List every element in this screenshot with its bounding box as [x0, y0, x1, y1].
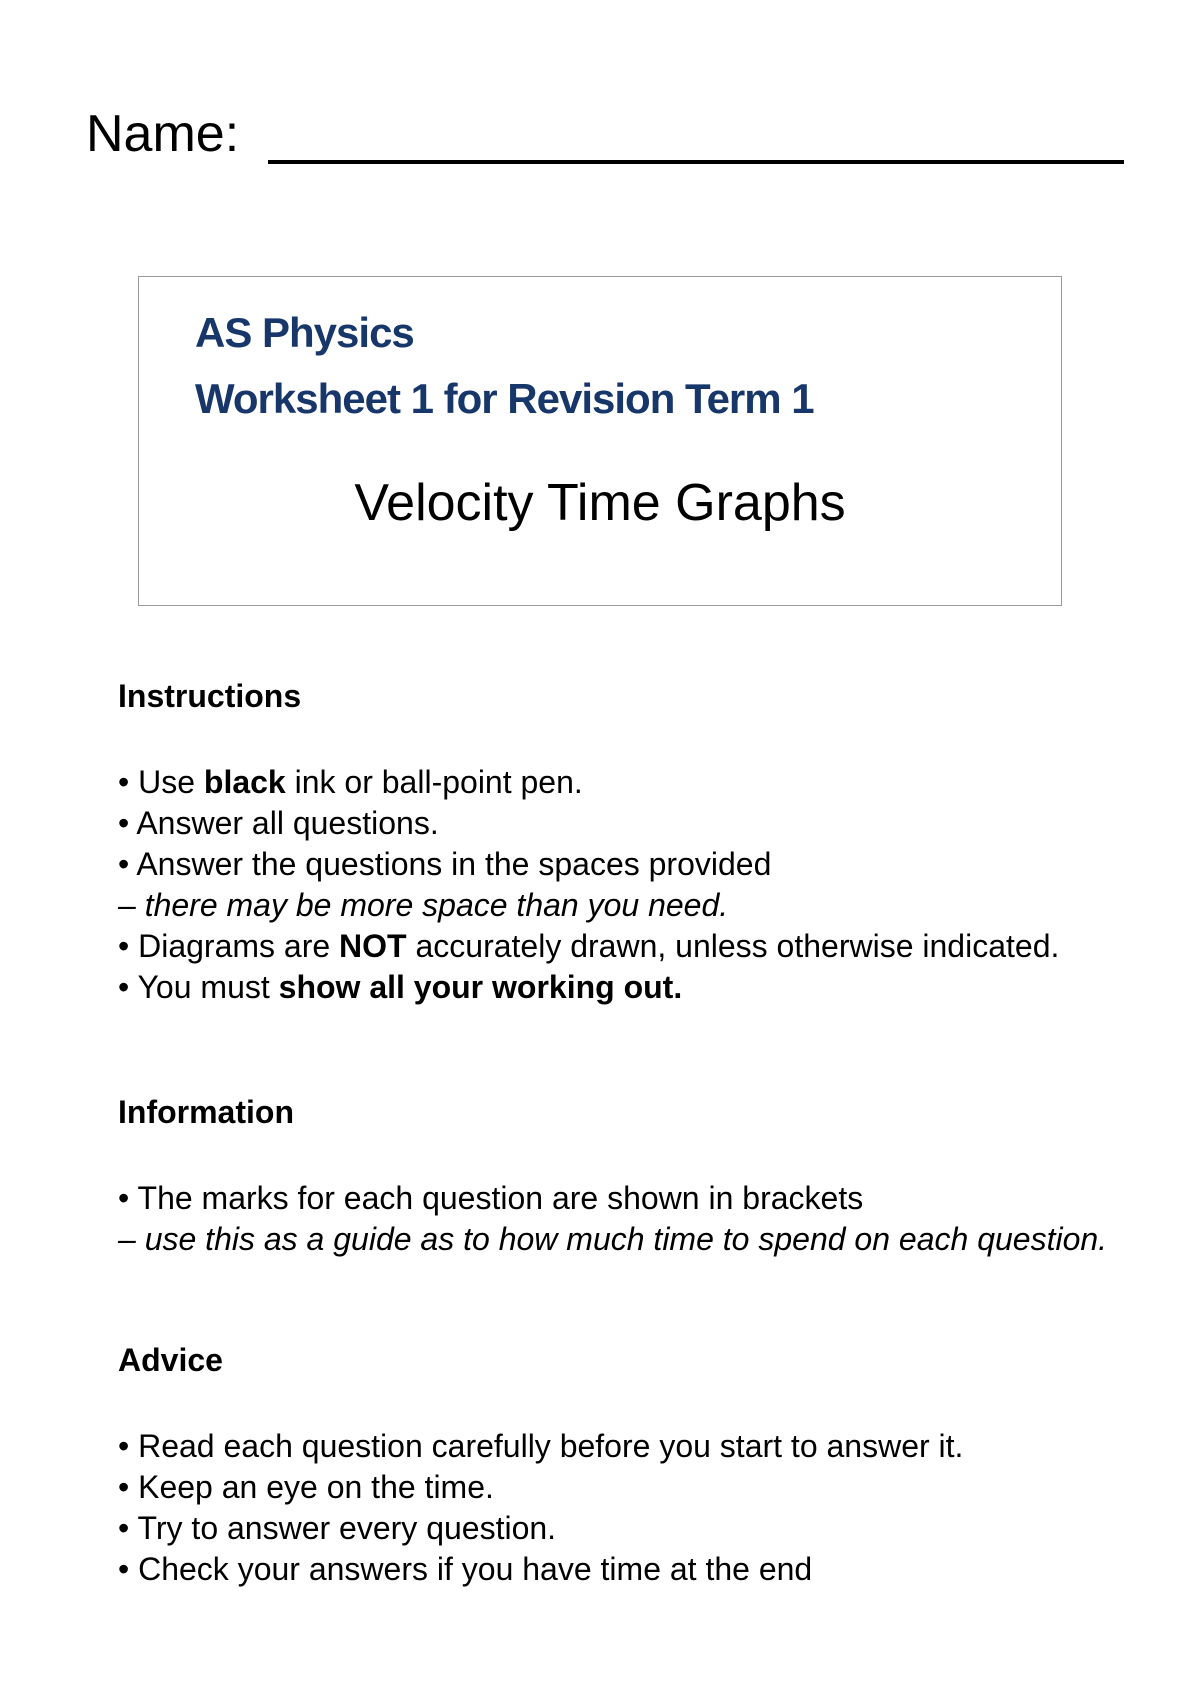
course-title: AS Physics: [195, 309, 414, 356]
list-item: • The marks for each question are shown in brackets: [118, 1180, 864, 1216]
instructions-heading: Instructions: [118, 678, 302, 714]
list-item: [118, 967, 1108, 1008]
list-item-text: • Use: [118, 764, 204, 800]
list-item-bold: NOT: [339, 928, 407, 964]
information-list: [118, 1178, 1108, 1260]
information-heading: Information: [118, 1094, 294, 1130]
list-item: • Read each question carefully before you start to answer it.: [118, 1428, 964, 1464]
list-item: • Keep an eye on the time.: [118, 1469, 494, 1505]
name-label: Name:: [86, 105, 240, 163]
topic-title: Velocity Time Graphs: [354, 474, 846, 532]
list-item-bold: black: [203, 764, 286, 800]
list-item-bold: show all your working out.: [278, 969, 683, 1005]
advice-heading: Advice: [118, 1342, 223, 1378]
name-field: [86, 104, 1126, 174]
worksheet-title: Worksheet 1 for Revision Term 1: [195, 375, 814, 422]
list-item-text: ink or ball-point pen.: [285, 764, 583, 800]
advice-list: [118, 1426, 1108, 1590]
list-item-text: • You must: [118, 969, 279, 1005]
list-item: [118, 762, 1108, 803]
list-item: • Answer the questions in the spaces provided: [118, 846, 772, 882]
instructions-list: [118, 762, 1108, 1008]
title-box: [138, 276, 1062, 606]
name-write-line[interactable]: [268, 160, 1124, 164]
list-item-continuation: – there may be more space than you need.: [118, 887, 729, 923]
list-item-text: accurately drawn, unless otherwise indicated.: [406, 928, 1060, 964]
list-item: • Answer all questions.: [118, 805, 439, 841]
list-item-text: • Diagrams are: [118, 928, 340, 964]
list-item: [118, 926, 1108, 967]
list-item: • Try to answer every question.: [118, 1510, 557, 1546]
list-item: • Check your answers if you have time at the end: [118, 1551, 813, 1587]
list-item-continuation: – use this as a guide as to how much time to spend on each question.: [118, 1221, 1108, 1257]
